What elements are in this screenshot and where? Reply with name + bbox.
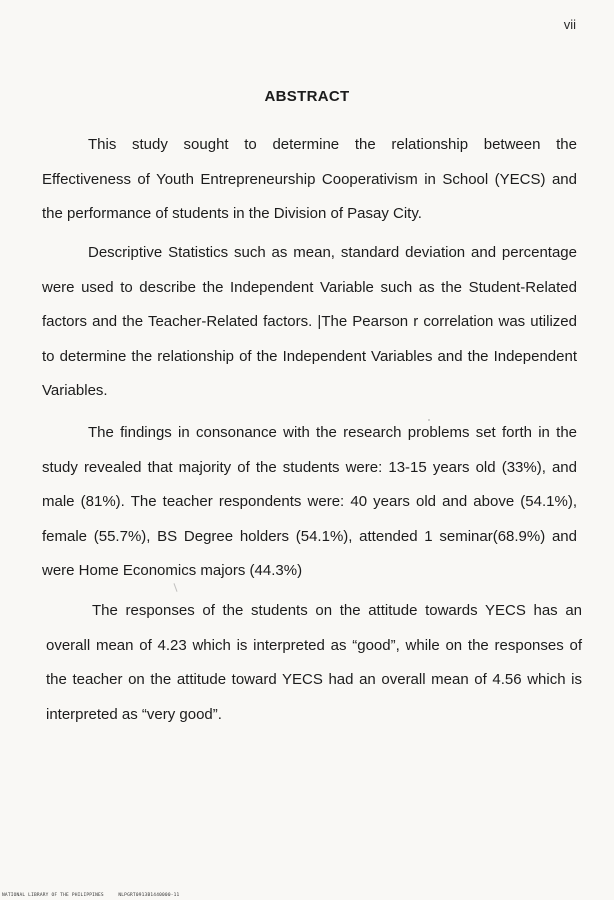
abstract-title: ABSTRACT [264,88,350,105]
scan-artifact-dot [428,419,430,421]
abstract-paragraph-2: Descriptive Statistics such as mean, standard deviation and percentage were used to describe the Independent Variable such as the Student-Related factors and the Teacher-Related factors. |The Pearson r correlation was utilized to determine the relationship of the Independent Variables and the Independent Variables. [42,244,577,399]
library-footer-stamp: NATIONAL LIBRARY OF THE PHILIPPINES NLPGRT0913B1440000-11 [2,893,180,898]
abstract-paragraph-1: This study sought to determine the relationship between the Effectiveness of Youth Entrepreneurship Cooperativism in School (YECS) and the performance of students in the Division of Pasay City. [42,136,577,222]
abstract-paragraph-3: The findings in consonance with the research problems set forth in the study revealed that majority of the students were: 13-15 years old (33%), and male (81%). The teacher respondents were: 40 years old and above (54.1%), female (55.7%), BS Degree holders (54.1%), attended 1 seminar(68.9%) and were Home Economics majors (44.3%) [42,424,577,579]
abstract-paragraph-4: The responses of the students on the attitude towards YECS has an overall mean of 4.23 which is interpreted as “good”, while on the responses of the teacher on the attitude toward YECS had an overall mean of 4.56 which is interpreted as “very good”. [46,602,582,723]
page-number: vii [563,17,576,32]
